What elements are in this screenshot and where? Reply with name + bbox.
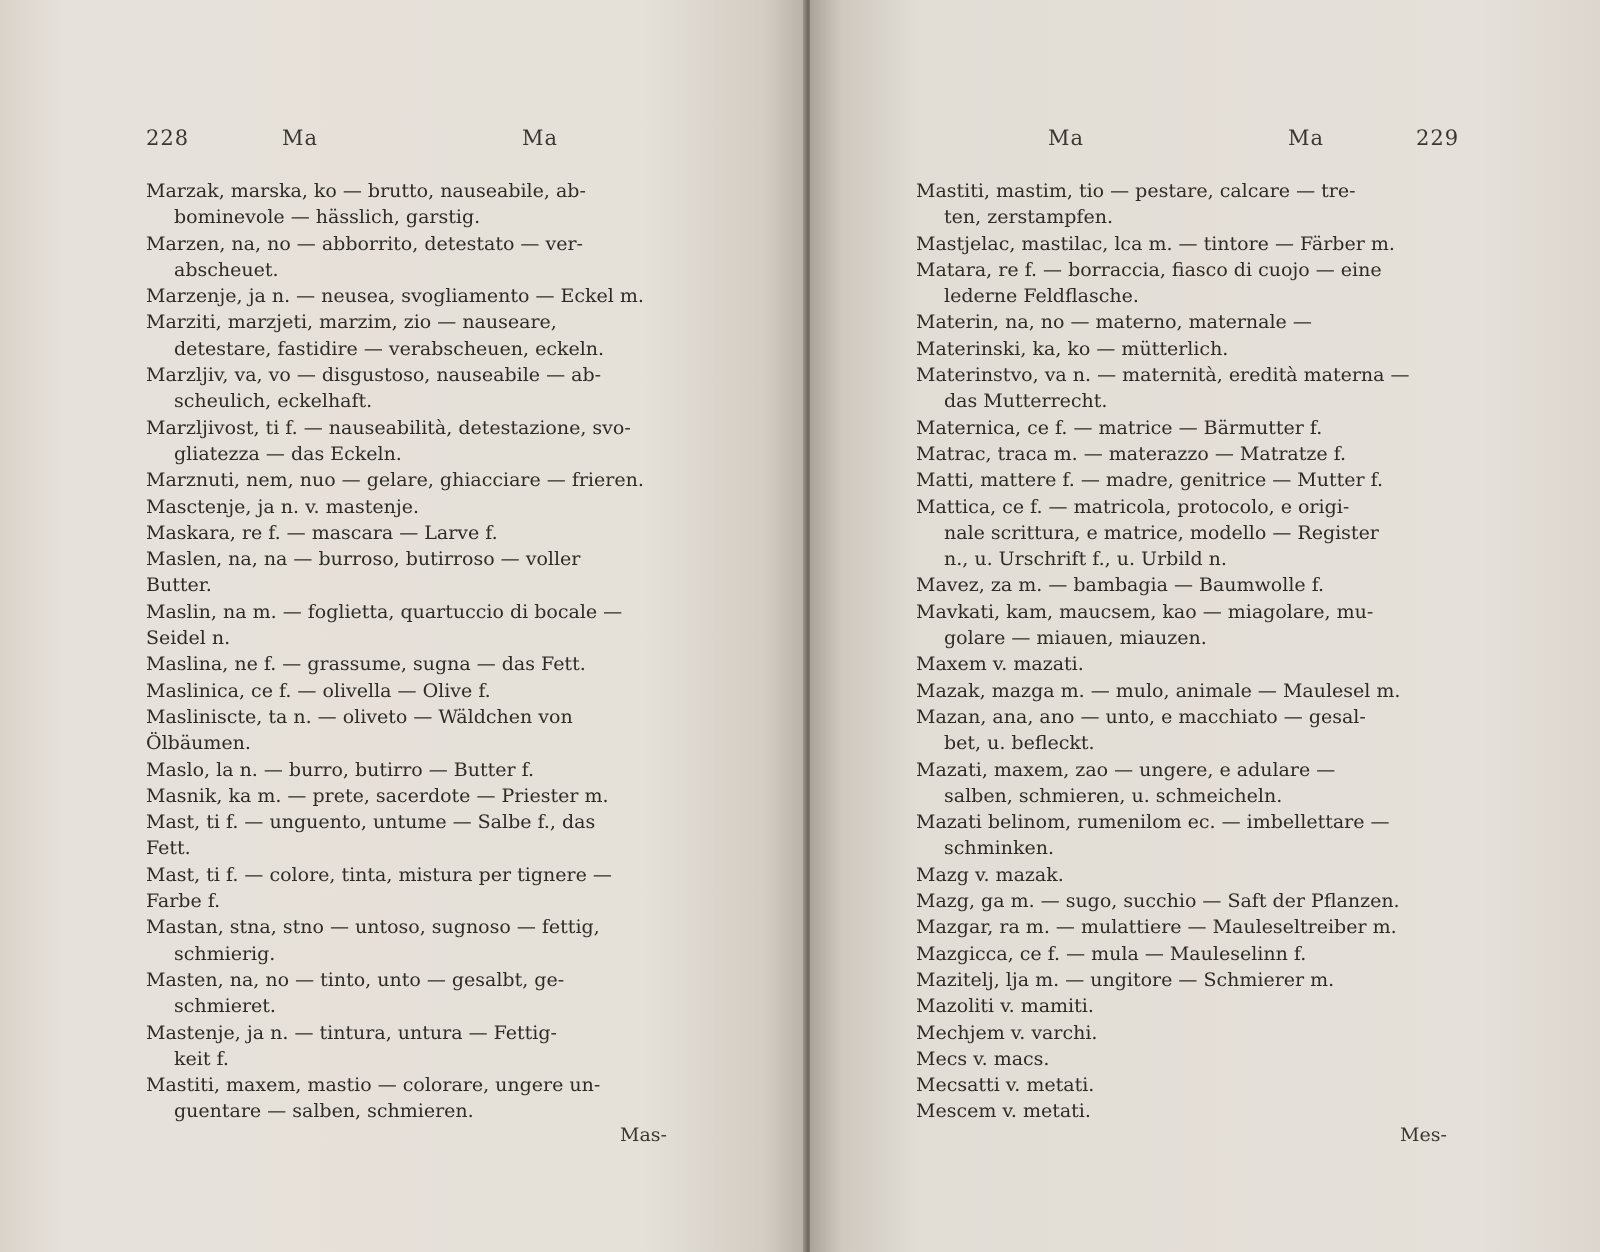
dictionary-line: Ölbäumen. xyxy=(146,732,251,755)
dictionary-line: n., u. Urschrift f., u. Urbild n. xyxy=(944,548,1227,571)
dictionary-line: Materin, na, no — materno, maternale — xyxy=(916,311,1312,334)
dictionary-line: Maslinica, ce f. — olivella — Olive f. xyxy=(146,679,491,702)
dictionary-line: abscheuet. xyxy=(174,258,279,281)
dictionary-line: Marziti, marzjeti, marzim, zio — nauseare, xyxy=(146,311,557,334)
dictionary-line: Mecsatti v. metati. xyxy=(916,1074,1095,1097)
dictionary-line: Marznuti, nem, nuo — gelare, ghiacciare — frieren. xyxy=(146,469,644,492)
dictionary-line: Fett. xyxy=(146,837,191,860)
catchword-right: Mes- xyxy=(1400,1124,1447,1146)
dictionary-line: Mazitelj, lja m. — ungitore — Schmierer m. xyxy=(916,968,1335,991)
dictionary-line: Marzen, na, no — abborrito, detestato — ver- xyxy=(146,232,583,255)
dictionary-line: Marzljiv, va, vo — disgustoso, nauseabile — ab- xyxy=(146,364,602,387)
page-number-right: 229 xyxy=(1416,126,1460,150)
dictionary-line: Masnik, ka m. — prete, sacerdote — Priester m. xyxy=(146,784,609,807)
dictionary-line: keit f. xyxy=(174,1047,229,1070)
dictionary-line: schminken. xyxy=(944,837,1054,860)
dictionary-line: schmierig. xyxy=(174,942,276,965)
dictionary-line: Maslina, ne f. — grassume, sugna — das Fett. xyxy=(146,653,586,676)
dictionary-line: nale scrittura, e matrice, modello — Register xyxy=(944,521,1379,544)
dictionary-line: Mazg, ga m. — sugo, succhio — Saft der Pflanzen. xyxy=(916,890,1400,913)
dictionary-line: Mazak, mazga m. — mulo, animale — Maulesel m. xyxy=(916,679,1401,702)
dictionary-line: Butter. xyxy=(146,574,212,597)
dictionary-line: Maslin, na m. — foglietta, quartuccio di bocale — xyxy=(146,600,623,623)
dictionary-line: salben, schmieren, u. schmeicheln. xyxy=(944,784,1283,807)
catchword-left: Mas- xyxy=(620,1124,667,1146)
dictionary-line: bominevole — hässlich, garstig. xyxy=(174,206,481,229)
dictionary-line: Masten, na, no — tinto, unto — gesalbt, ge- xyxy=(146,968,565,991)
dictionary-line: Mazan, ana, ano — unto, e macchiato — gesal- xyxy=(916,705,1366,728)
dictionary-line: Mast, ti f. — unguento, untume — Salbe f., das xyxy=(146,811,596,834)
dictionary-line: Mastiti, mastim, tio — pestare, calcare — tre- xyxy=(916,180,1356,202)
dictionary-line: Farbe f. xyxy=(146,890,221,913)
dictionary-line: Masctenje, ja n. v. mastenje. xyxy=(146,495,420,518)
dictionary-line: Mastan, stna, stno — untoso, sugnoso — fettig, xyxy=(146,916,600,939)
dictionary-line: guentare — salben, schmieren. xyxy=(174,1100,474,1123)
dictionary-line: Mavkati, kam, maucsem, kao — miagolare, mu- xyxy=(916,600,1374,623)
dictionary-line: Masliniscte, ta n. — oliveto — Wäldchen von xyxy=(146,705,573,728)
dictionary-line: lederne Feldflasche. xyxy=(944,285,1139,308)
dictionary-line: scheulich, eckelhaft. xyxy=(174,390,373,413)
dictionary-line: golare — miauen, miauzen. xyxy=(944,627,1207,650)
dictionary-line: Mavez, za m. — bambagia — Baumwolle f. xyxy=(916,574,1325,597)
running-head-right-1: Ma xyxy=(1048,126,1085,150)
dictionary-line: Mazati belinom, rumenilom ec. — imbellettare — xyxy=(916,811,1390,834)
dictionary-line: Mast, ti f. — colore, tinta, mistura per tignere — xyxy=(146,863,612,886)
dictionary-line: Maxem v. mazati. xyxy=(916,653,1084,676)
dictionary-line: Mechjem v. varchi. xyxy=(916,1021,1098,1044)
dictionary-line: ten, zerstampfen. xyxy=(944,206,1113,229)
dictionary-line: Materinski, ka, ko — mütterlich. xyxy=(916,337,1229,360)
dictionary-line: Mecs v. macs. xyxy=(916,1047,1050,1070)
dictionary-line: Materinstvo, va n. — maternità, eredità materna — xyxy=(916,364,1410,387)
dictionary-line: Mastiti, maxem, mastio — colorare, ungere un- xyxy=(146,1074,601,1097)
dictionary-line: Maslen, na, na — burroso, butirroso — voller xyxy=(146,548,581,571)
running-head-left-1: Ma xyxy=(282,126,319,150)
dictionary-line: Matara, re f. — borraccia, fiasco di cuojo — eine xyxy=(916,258,1382,281)
dictionary-line: Maskara, re f. — mascara — Larve f. xyxy=(146,521,498,544)
dictionary-line: Mastjelac, mastilac, lca m. — tintore — Färber m. xyxy=(916,232,1395,255)
dictionary-line: Mazati, maxem, zao — ungere, e adulare — xyxy=(916,758,1336,781)
dictionary-line: Mescem v. metati. xyxy=(916,1100,1091,1123)
dictionary-line: Maternica, ce f. — matrice — Bärmutter f. xyxy=(916,416,1323,439)
running-head-left-2: Ma xyxy=(522,126,559,150)
dictionary-line: das Mutterrecht. xyxy=(944,390,1108,413)
dictionary-line: bet, u. befleckt. xyxy=(944,732,1095,755)
dictionary-line: Maslo, la n. — burro, butirro — Butter f. xyxy=(146,758,535,781)
running-head-right-2: Ma xyxy=(1288,126,1325,150)
dictionary-line: gliatezza — das Eckeln. xyxy=(174,442,402,465)
dictionary-line: Mazg v. mazak. xyxy=(916,863,1064,886)
dictionary-line: detestare, fastidire — verabscheuen, eckeln. xyxy=(174,337,605,360)
right-entries xyxy=(916,178,1410,1125)
dictionary-line: Mattica, ce f. — matricola, protocolo, e origi- xyxy=(916,495,1350,518)
dictionary-line: Marzljivost, ti f. — nauseabilità, detestazione, svo- xyxy=(146,416,631,439)
dictionary-line: schmieret. xyxy=(174,995,276,1018)
dictionary-line: Mazoliti v. mamiti. xyxy=(916,995,1094,1018)
dictionary-line: Marzak, marska, ko — brutto, nauseabile, ab- xyxy=(146,180,586,202)
dictionary-line: Matrac, traca m. — materazzo — Matratze f. xyxy=(916,442,1347,465)
dictionary-line: Marzenje, ja n. — neusea, svogliamento — Eckel m. xyxy=(146,285,644,308)
dictionary-line: Matti, mattere f. — madre, genitrice — Mutter f. xyxy=(916,469,1384,492)
page-number-left: 228 xyxy=(146,126,190,150)
dictionary-line: Seidel n. xyxy=(146,627,231,650)
dictionary-line: Mazgar, ra m. — mulattiere — Mauleseltreiber m. xyxy=(916,916,1397,939)
right-page xyxy=(810,0,1600,1252)
left-entries xyxy=(146,178,644,1125)
dictionary-line: Mazgicca, ce f. — mula — Mauleselinn f. xyxy=(916,942,1307,965)
dictionary-line: Mastenje, ja n. — tintura, untura — Fettig- xyxy=(146,1021,557,1044)
